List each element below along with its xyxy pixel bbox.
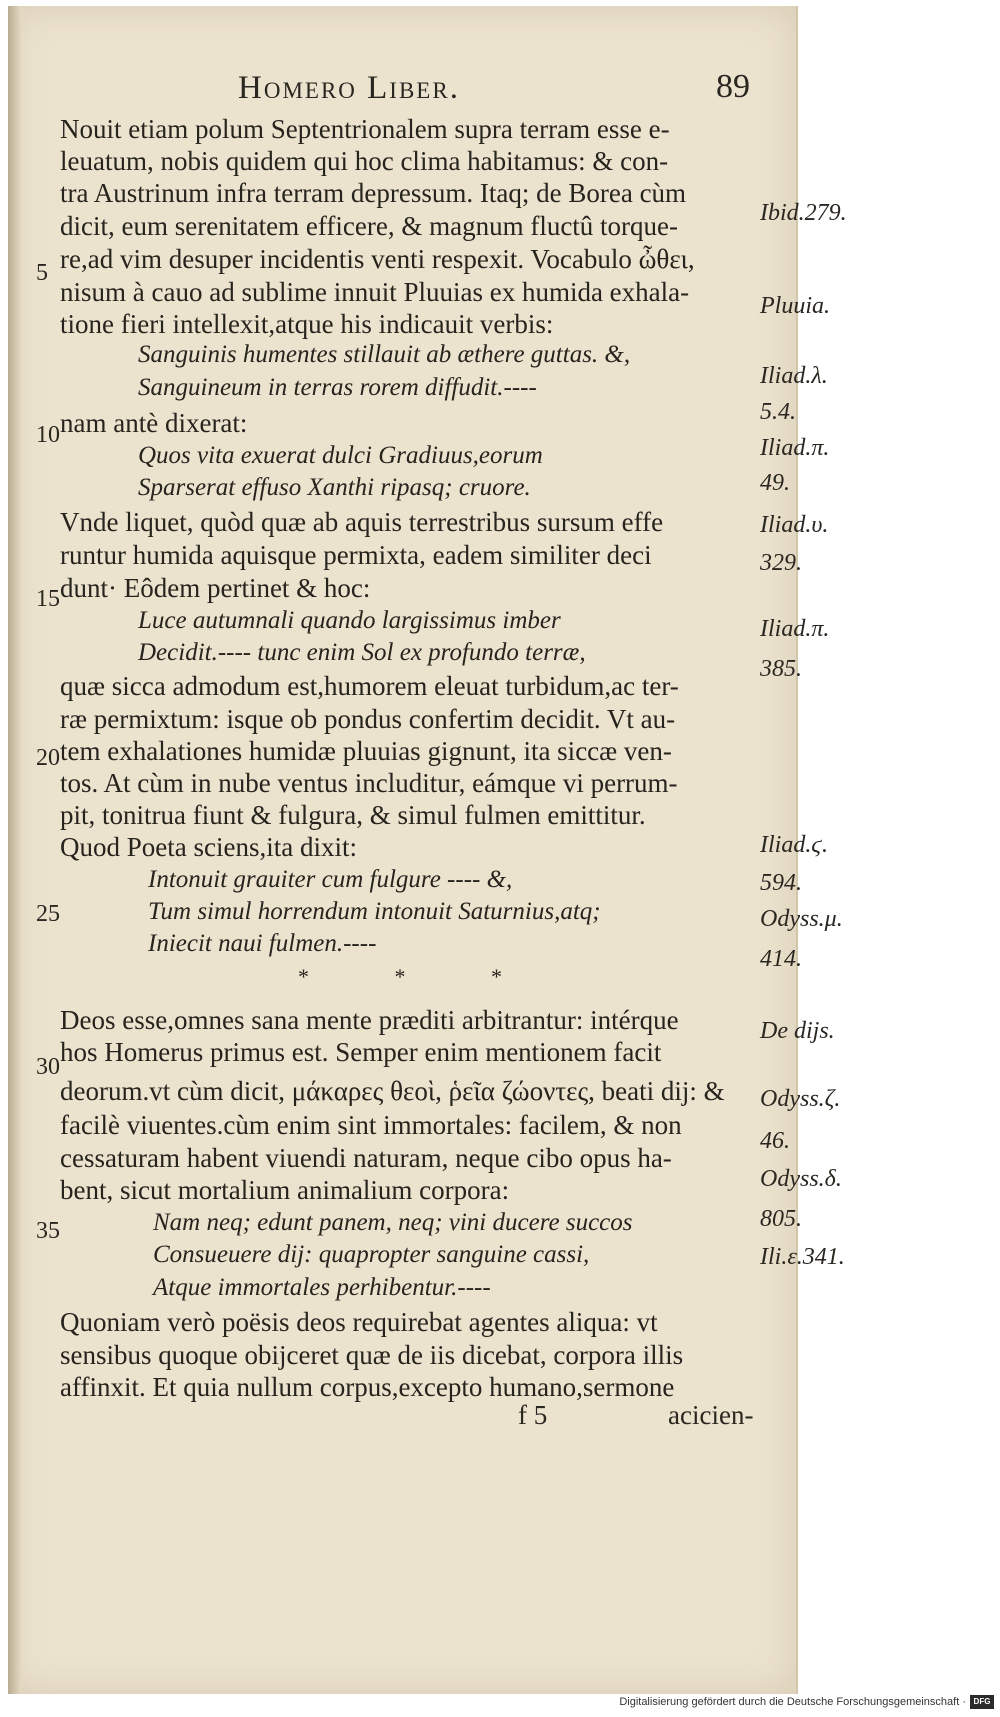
margin-note: Pluuia. [760,293,830,319]
line-number: 15 [36,586,60,612]
verse-line: Sanguineum in terras rorem diffudit.---- [138,374,537,401]
verse-line: Atque immortales perhibentur.---- [153,1274,491,1301]
text-line: pit, tonitrua fiunt & fulgura, & simul fulmen emittitur. [60,800,646,830]
margin-note: 594. [760,870,802,896]
margin-note: Ibid.279. [760,200,847,226]
text-line: Nouit etiam polum Septentrionalem supra terram esse e- [60,114,670,144]
text-line: cessaturam habent viuendi naturam, neque cibo opus ha- [60,1143,672,1173]
margin-note: Ili.ε.341. [760,1244,845,1270]
verse-line: Sparserat effuso Xanthi ripasq; cruore. [138,474,531,501]
line-number: 20 [36,745,60,771]
margin-note: Odyss.δ. [760,1166,842,1192]
verse-line: Sanguinis humentes stillauit ab æthere guttas. &, [138,341,631,368]
margin-note: 414. [760,946,802,972]
margin-note: 46. [760,1128,790,1154]
digitization-footer [619,1693,994,1711]
text-line: ræ permixtum: isque ob pondus confertim decidit. Vt au- [60,704,676,734]
text-line: sensibus quoque obijceret quæ de iis dicebat, corpora illis [60,1340,684,1370]
text-line: tem exhalationes humidæ pluuias gignunt, ita siccæ ven- [60,736,672,766]
margin-note: Iliad.λ. [760,363,828,389]
line-number: 5 [36,260,48,286]
text-line: tos. At cùm in nube ventus includitur, eámque vi perrum- [60,768,678,798]
text-line: facilè viuentes.cùm enim sint immortales: facilem, & non [60,1110,682,1140]
verse-line: Quos vita exuerat dulci Gradiuus,eorum [138,442,543,469]
text-line: Quoniam verò poësis deos requirebat agentes aliqua: vt [60,1307,658,1337]
margin-note: 5.4. [760,399,796,425]
margin-note: Iliad.ϛ. [760,832,828,858]
margin-note: Iliad.π. [760,435,830,461]
text-line: deorum.vt cùm dicit, μάκαρες θεοὶ, ῥεῖα ζώοντες, beati dij: & [60,1076,725,1106]
text-line: dunt· Eôdem pertinet & hoc: [60,573,371,603]
verse-line: Intonuit grauiter cum fulgure ---- &, [148,866,513,893]
text-line: nam antè dixerat: [60,408,248,438]
verse-line: Nam neq; edunt panem, neq; vini ducere succos [153,1209,633,1236]
text-line: quæ sicca admodum est,humorem eleuat turbidum,ac ter- [60,671,679,701]
page-number: 89 [716,68,750,105]
text-line: tione fieri intellexit,atque his indicauit verbis: [60,309,554,339]
margin-note: Odyss.μ. [760,906,843,932]
text-line: runtur humida aquisque permixta, eadem similiter deci [60,540,652,570]
text-line: Vnde liquet, quòd quæ ab aquis terrestribus sursum effe [60,507,664,537]
margin-note: Odyss.ζ. [760,1086,841,1112]
text-line: affinxit. Et quia nullum corpus,excepto humano,sermone [60,1372,675,1402]
text-line: hos Homerus primus est. Semper enim mentionem facit [60,1037,662,1067]
line-number: 10 [36,422,60,448]
text-line: bent, sicut mortalium animalium corpora: [60,1175,510,1205]
text-line: Deos esse,omnes sana mente præditi arbitrantur: intérque [60,1005,679,1035]
line-number: 30 [36,1054,60,1080]
verse-line: Iniecit naui fulmen.---- [148,930,377,957]
margin-note: 805. [760,1206,802,1232]
text-line: Quod Poeta sciens,ita dixit: [60,832,357,862]
section-stars: * * * [298,964,542,989]
running-header: Homero Liber. [238,70,460,106]
verse-line: Luce autumnali quando largissimus imber [138,607,561,634]
text-line: nisum à cauo ad sublime innuit Pluuias ex humida exhala- [60,277,690,307]
text-line: re,ad vim desuper incidentis venti respexit. Vocabulo ὦθει, [60,244,695,274]
margin-note: 329. [760,550,802,576]
line-number: 25 [36,901,60,927]
signature-mark: f 5 [518,1400,548,1430]
verse-line: Consueuere dij: quapropter sanguine cassi, [153,1241,590,1268]
footer-credit: Digitalisierung gefördert durch die Deutsche Forschungsgemeinschaft · [619,1696,966,1708]
text-line: leuatum, nobis quidem qui hoc clima habitamus: & con- [60,146,669,176]
margin-note: Iliad.υ. [760,512,829,538]
text-line: tra Austrinum infra terram depressum. Itaq; de Borea cùm [60,178,687,208]
text-line: dicit, eum serenitatem efficere, & magnum fluctû torque- [60,211,679,241]
body-text [8,6,796,1694]
catchword: acicien- [668,1400,754,1430]
book-page [8,6,847,1694]
line-number: 35 [36,1218,60,1244]
margin-note: De dijs. [760,1018,835,1044]
verse-line: Decidit.---- tunc enim Sol ex profundo terræ, [138,639,586,666]
dfg-logo-icon: DFG [970,1695,994,1709]
margin-note: Iliad.π. [760,616,830,642]
verse-line: Tum simul horrendum intonuit Saturnius,atq; [148,898,601,925]
margin-note: 385. [760,656,802,682]
margin-note: 49. [760,470,790,496]
